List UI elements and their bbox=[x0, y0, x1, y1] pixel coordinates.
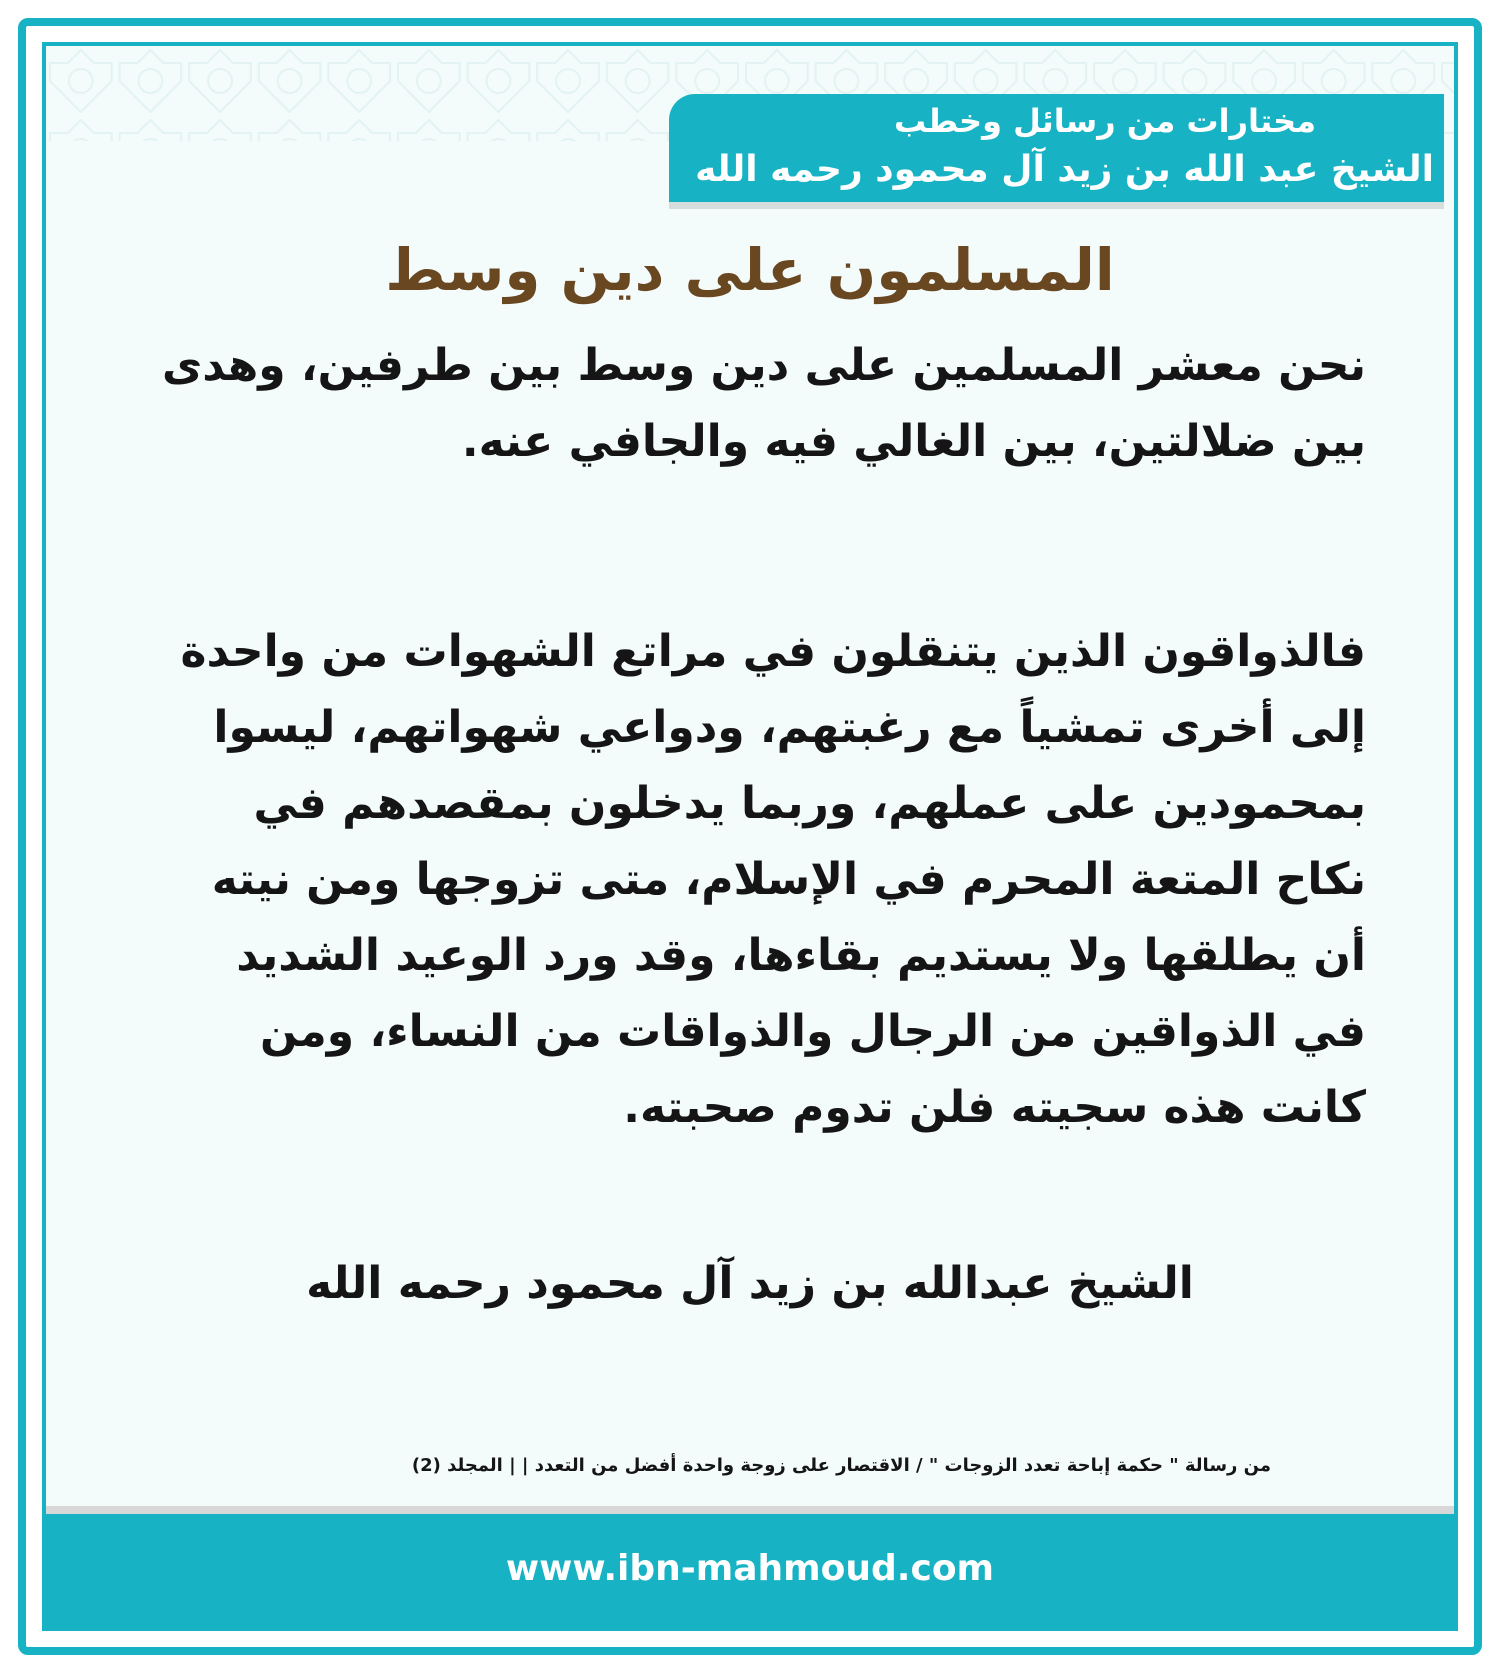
content-panel bbox=[42, 42, 1458, 1631]
series-header bbox=[669, 94, 1444, 202]
paragraph-one: نحن معشر المسلمين على دين وسط بين طرفين، وهدى بين ضلالتين، بين الغالي فيه والجافي عنه. bbox=[161, 340, 1366, 467]
footer-band bbox=[46, 1514, 1454, 1630]
footer-divider bbox=[46, 1506, 1454, 1514]
author-name: الشيخ عبدالله بن زيد آل محمود رحمه الله bbox=[306, 1258, 1194, 1309]
paragraph-two: فالذواقون الذين يتنقلون في مراتع الشهوات من واحدة إلى أخرى تمشياً مع رغبتهم، ودواعي شهواتهم، ليسوا بمحمودين على عملهم، وربما يدخلون بمقصدهم في نكاح المتعة المحرم في الإسلام، متى تزوجها ومن نيته أن يطلقها ولا يستديم بقاءها، وقد ورد الوعيد الشديد في الذواقين من الرجال والذواقات من النساء، ومن كانت هذه سجيته فلن تدوم صحبته. bbox=[180, 626, 1366, 1133]
article-title: المسلمون على دين وسط bbox=[385, 236, 1115, 304]
series-author: الشيخ عبد الله بن زيد آل محمود رحمه الله bbox=[695, 149, 1434, 190]
series-title: مختارات من رسائل وخطب bbox=[893, 102, 1316, 140]
website-url[interactable]: www.ibn-mahmoud.com bbox=[505, 1548, 995, 1589]
source-reference: من رسالة " حكمة إباحة تعدد الزوجات " / الاقتصار على زوجة واحدة أفضل من التعدد | | المجلد (2) bbox=[411, 1455, 1271, 1476]
